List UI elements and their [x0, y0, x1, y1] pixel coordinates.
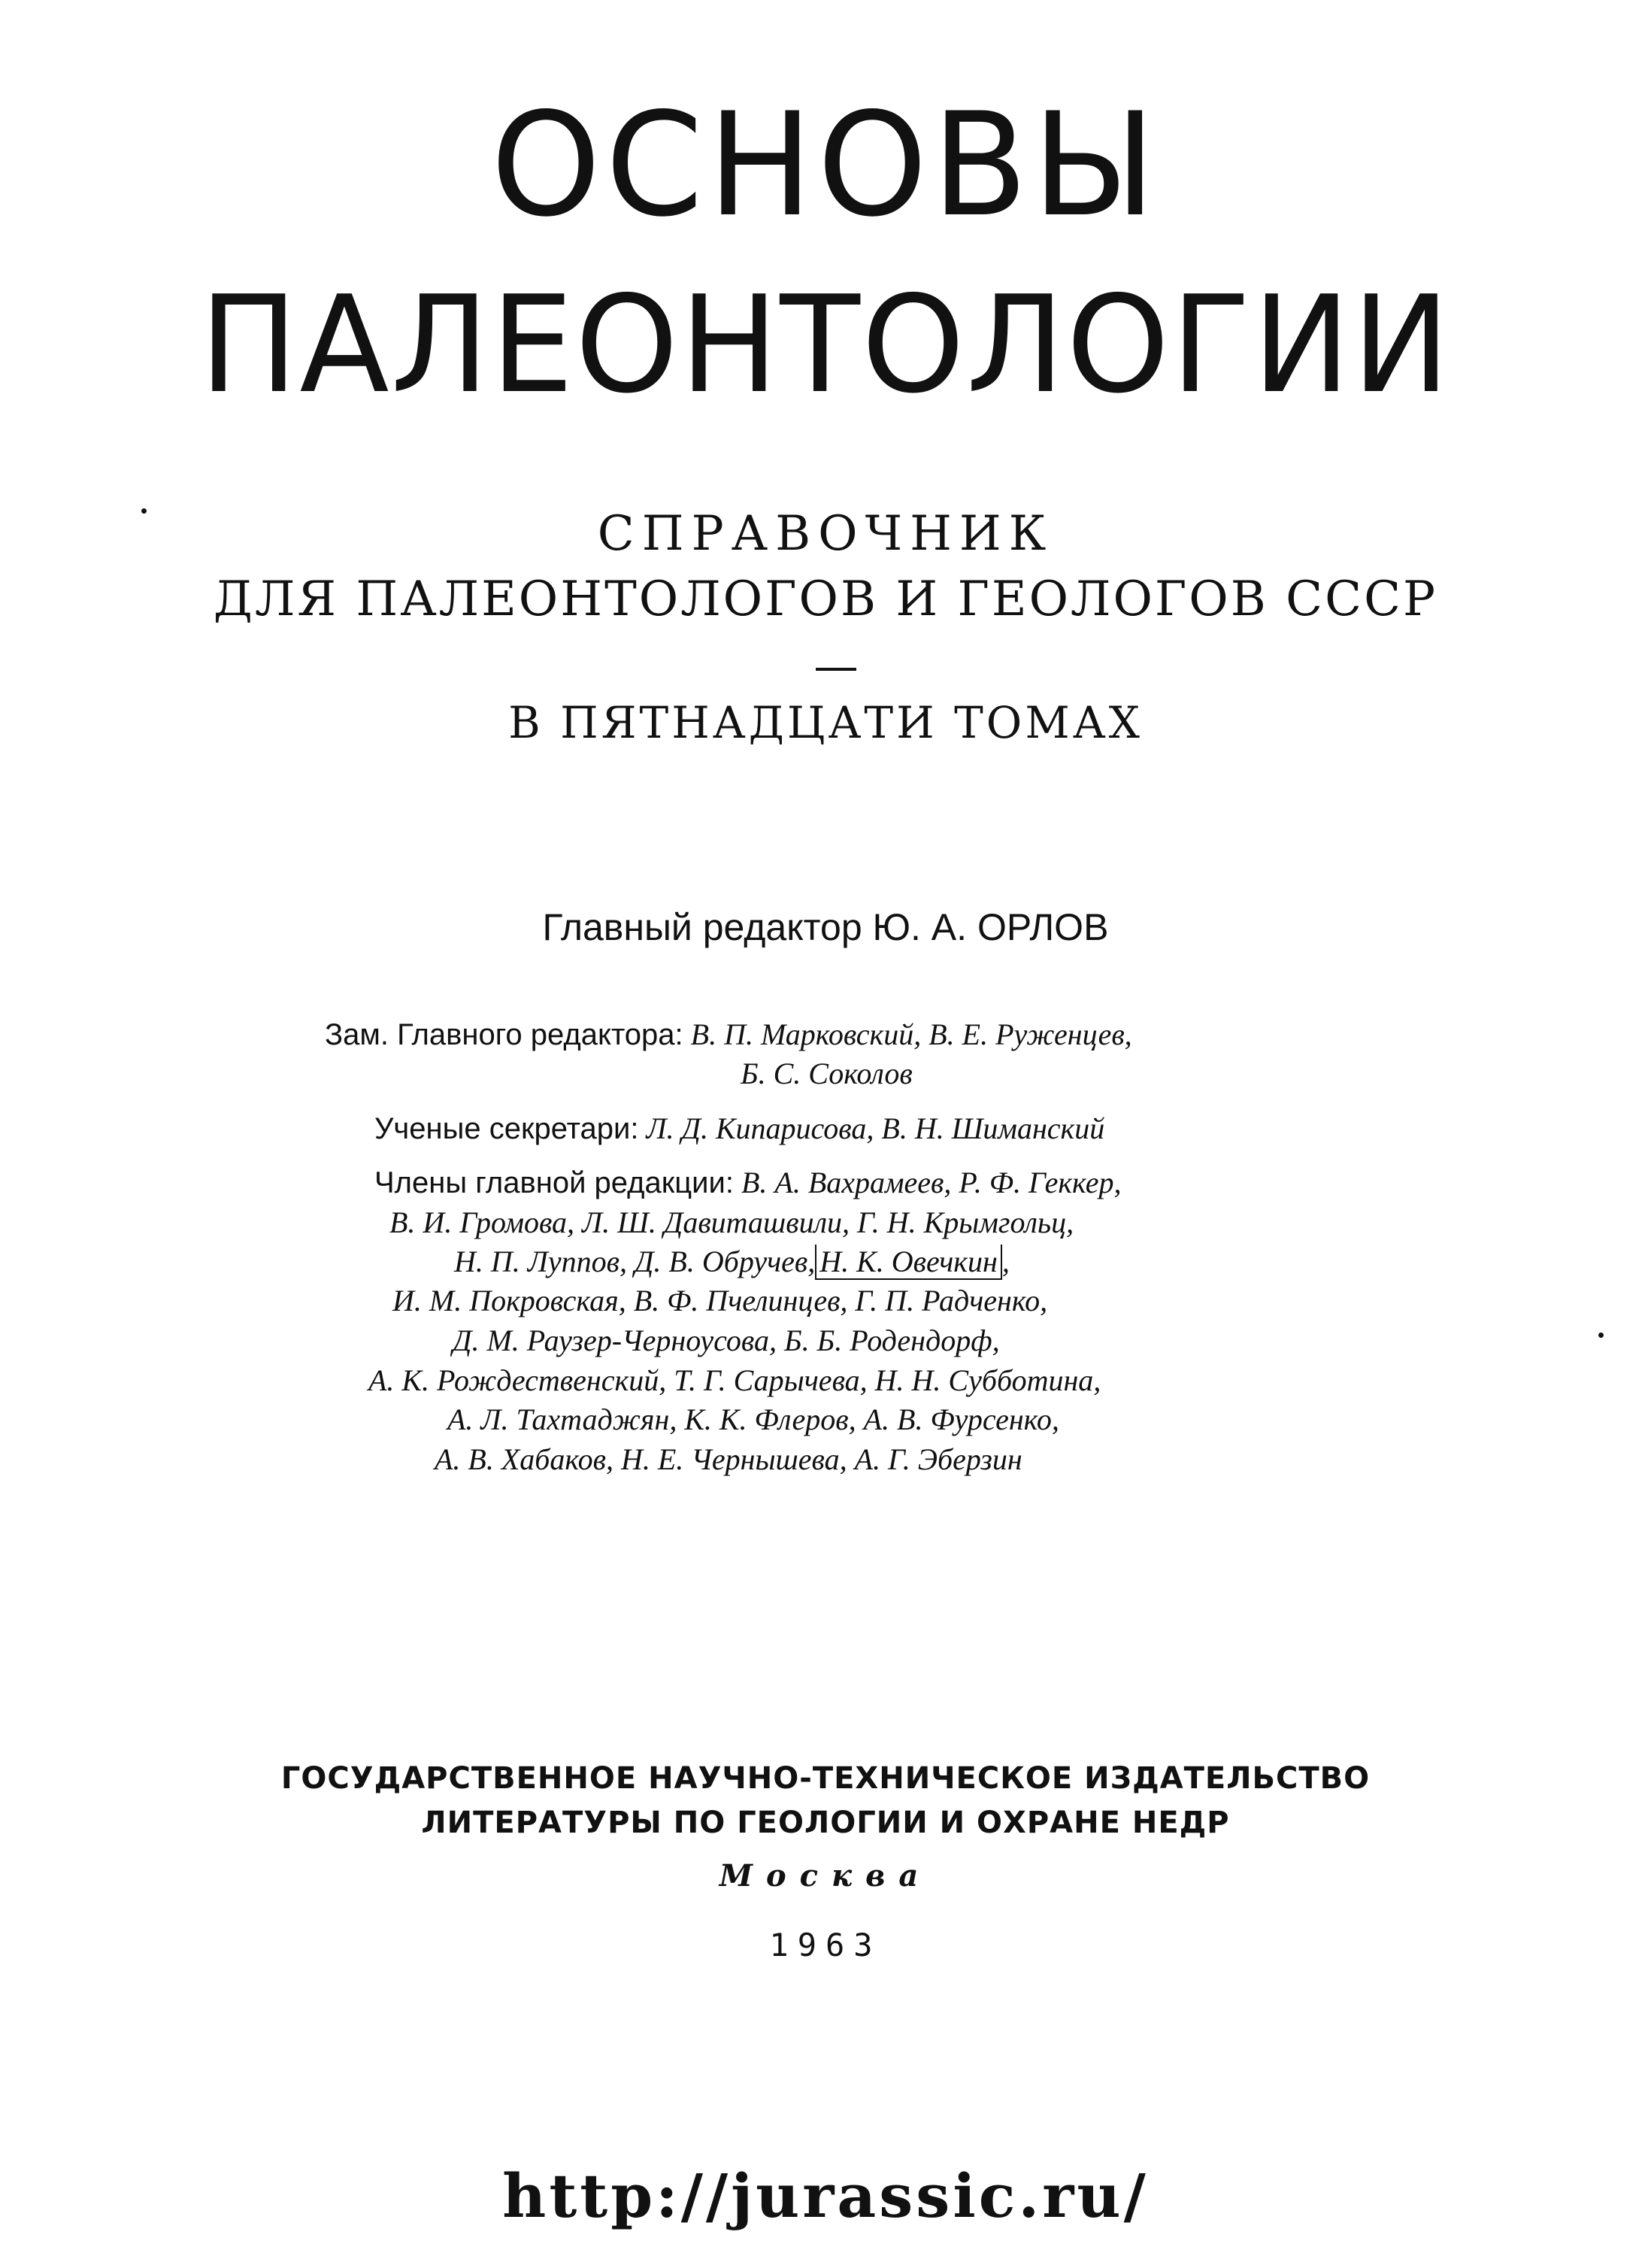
- secretaries-names: Л. Д. Кипарисова, В. Н. Шиманский: [646, 1111, 1105, 1145]
- secretaries-label: Ученые секретари:: [374, 1112, 639, 1145]
- scan-speck: [141, 508, 147, 514]
- separator-dash: [816, 668, 856, 671]
- members-names-3a: Н. П. Луппов, Д. В. Обручев,: [454, 1245, 816, 1278]
- members-line-6: А. К. Рождественский, Т. Г. Сарычева, Н. Н. Субботина,: [368, 1363, 1101, 1397]
- members-names-1: В. А. Вахрамеев, Р. Ф. Геккер,: [741, 1166, 1122, 1199]
- deputy-label: Зам. Главного редактора:: [325, 1018, 683, 1051]
- secretaries-line: [374, 1109, 1104, 1148]
- members-line-7: А. Л. Тахтаджян, К. К. Флеров, А. В. Фурсенко,: [447, 1402, 1059, 1436]
- members-line-4: И. М. Покровская, В. Ф. Пчелинцев, Г. П. Радченко,: [392, 1284, 1048, 1317]
- deputy-names: В. П. Марковский, В. Е. Руженцев,: [690, 1017, 1132, 1051]
- watermark-url: http://jurassic.ru/: [502, 2160, 1149, 2231]
- members-line-5: Д. М. Раузер-Черноусова, Б. Б. Родендорф,: [453, 1324, 1000, 1357]
- publisher-line-1: ГОСУДАРСТВЕННОЕ НАУЧНО-ТЕХНИЧЕСКОЕ ИЗДАТЕЛЬСТВО: [280, 1761, 1371, 1796]
- members-label: Члены главной редакции:: [374, 1166, 734, 1199]
- chief-editor: Главный редактор Ю. А. ОРЛОВ: [542, 906, 1109, 948]
- members-line-2: В. И. Громова, Л. Ш. Давиташвили, Г. Н. Крымгольц,: [389, 1205, 1074, 1239]
- subtitle-volumes: В ПЯТНАДЦАТИ ТОМАХ: [508, 697, 1143, 748]
- deputy-names-cont: Б. С. Соколов: [741, 1057, 913, 1090]
- publisher-city: Москва: [719, 1858, 932, 1894]
- members-names-3c: ,: [1001, 1245, 1010, 1278]
- members-line-1: [374, 1163, 1122, 1202]
- title-line-2: ПАЛЕОНТОЛОГИИ: [199, 267, 1452, 423]
- scan-speck: [1598, 1333, 1604, 1338]
- members-line-8: А. В. Хабаков, Н. Е. Чернышева, А. Г. Эберзин: [435, 1442, 1022, 1476]
- deputy-line: [325, 1015, 1132, 1054]
- deceased-member-box: Н. К. Овечкин: [815, 1245, 1002, 1280]
- subtitle-audience: ДЛЯ ПАЛЕОНТОЛОГОВ И ГЕОЛОГОВ СССР: [213, 572, 1438, 627]
- publisher-line-2: ЛИТЕРАТУРЫ ПО ГЕОЛОГИИ И ОХРАНЕ НЕДР: [421, 1806, 1230, 1840]
- members-line-3: [454, 1242, 1010, 1281]
- publication-year: 1963: [769, 1927, 882, 1963]
- title-line-1: ОСНОВЫ: [490, 82, 1161, 248]
- subtitle-reference: СПРАВОЧНИК: [597, 506, 1054, 562]
